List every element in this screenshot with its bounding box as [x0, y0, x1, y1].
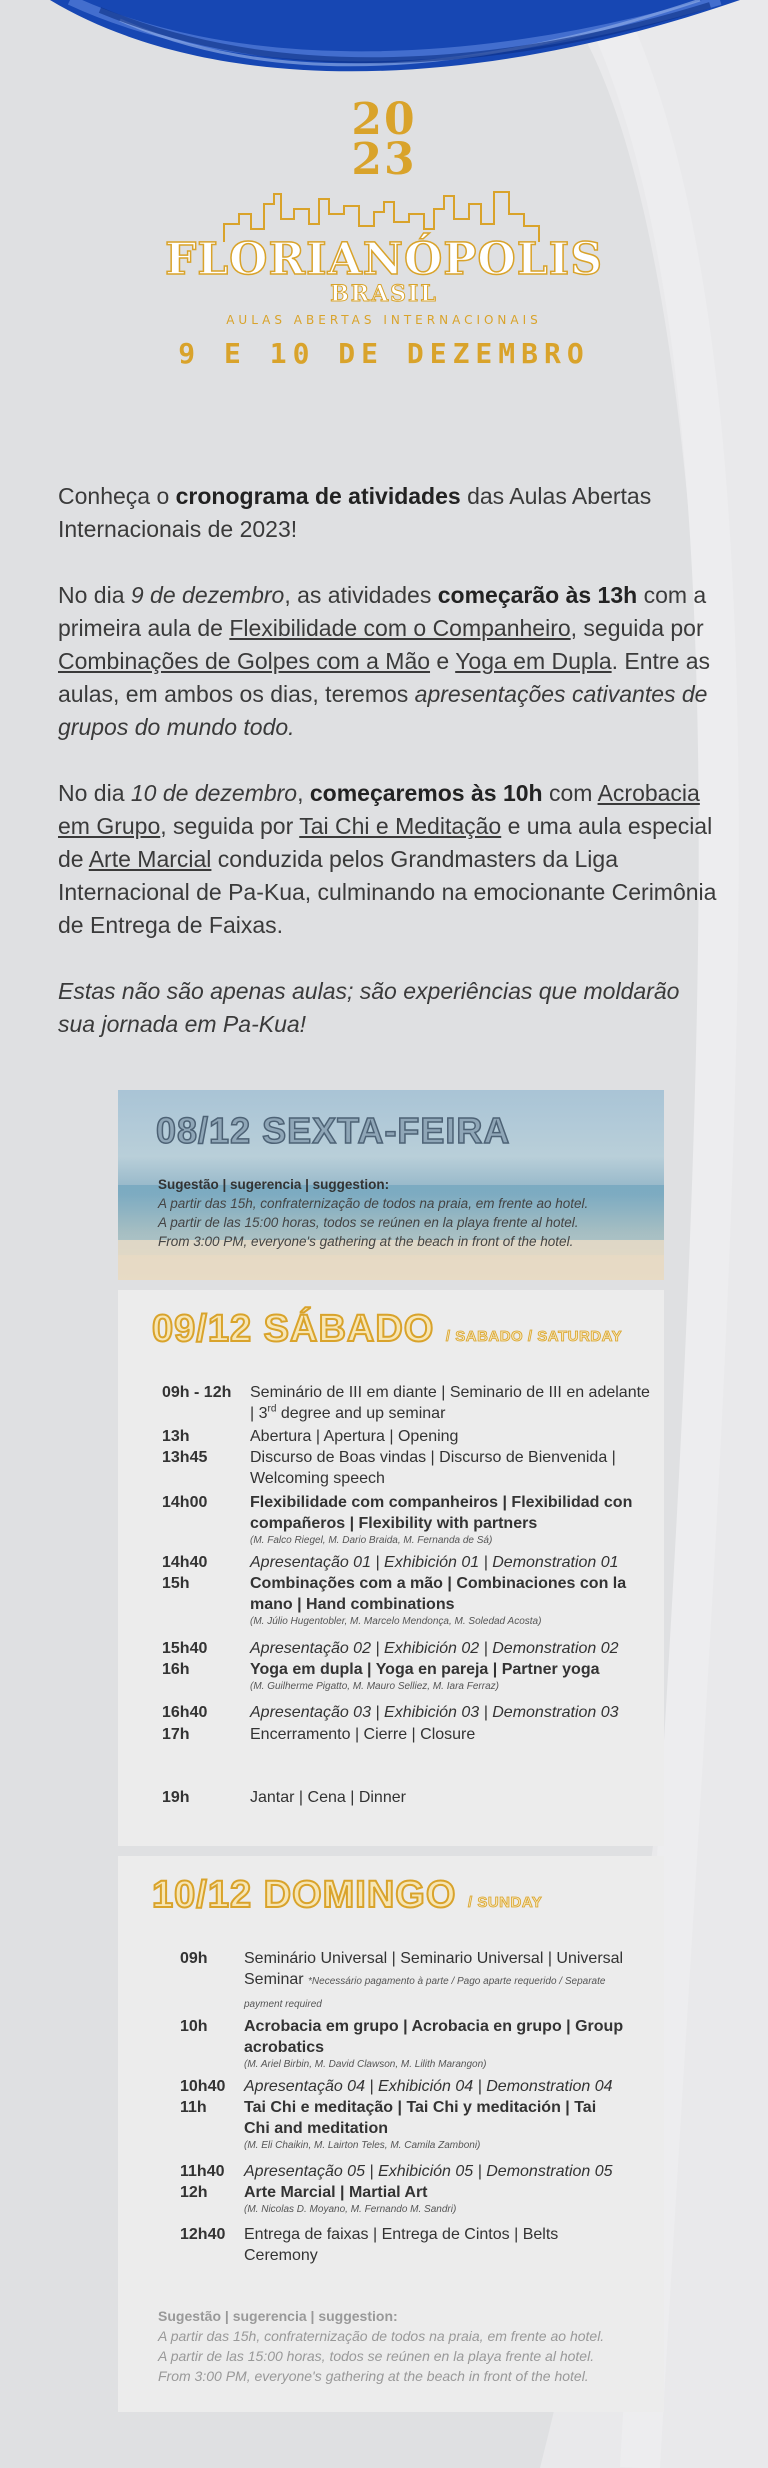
sunday-title — [152, 1874, 542, 1917]
intro-text-span: conduzida pelos Grandmasters da Liga Internacional de Pa-Kua, culminando na emocionante Cerimônia de Entrega de Faixas. — [58, 846, 717, 938]
saturday-title-sub: / SABADO / SATURDAY — [445, 1328, 623, 1345]
schedule-desc-part: degree and up seminar — [276, 1405, 446, 1422]
logo-year — [0, 94, 768, 185]
intro-emphasis: começarão às 13h — [437, 582, 638, 608]
intro-paragraph-1 — [58, 480, 718, 546]
schedule-desc: Apresentação 05 | Exhibición 05 | Demonstration 05 — [244, 2163, 613, 2180]
schedule-time: 13h45 — [162, 1449, 208, 1466]
schedule-time: 14h00 — [162, 1494, 208, 1511]
intro-paragraph-2 — [58, 579, 718, 744]
logo-year-top: 20 — [351, 94, 417, 145]
intro-text-span: com — [542, 780, 598, 806]
suggestion-heading: Sugestão | sugerencia | suggestion: — [158, 2308, 398, 2324]
schedule-desc-text: Tai Chi e meditação | Tai Chi y meditación | Tai Chi and meditation — [244, 2099, 597, 2137]
schedule-time: 12h40 — [180, 2226, 226, 2243]
intro-text-span: Conheça o — [58, 483, 176, 509]
schedule-time: 15h — [162, 1575, 190, 1592]
schedule-time: 15h40 — [162, 1640, 208, 1657]
logo-year-bottom: 23 — [351, 134, 417, 185]
intro-text-span: No dia — [58, 780, 131, 806]
intro-text-span: , as atividades — [284, 582, 438, 608]
schedule-desc — [244, 2016, 624, 2072]
intro-paragraph-3 — [58, 777, 718, 942]
schedule-desc — [244, 1948, 624, 2015]
schedule-desc-text: Seminário Universal | Seminario Universal | Universal Seminar — [244, 1950, 624, 1988]
event-logo — [0, 94, 768, 370]
friday-title: 08/12 SEXTA-FEIRA — [156, 1110, 511, 1151]
schedule-desc-text: Acrobacia em grupo | Acrobacia en grupo | Group acrobatics — [244, 2018, 624, 2056]
intro-text-span: . Entre as aulas, em ambos os dias, teremos — [58, 648, 711, 707]
logo-country: BRASIL — [330, 281, 438, 307]
saturday-card — [118, 1290, 664, 1846]
saturday-title — [152, 1308, 622, 1351]
schedule-desc-text: Arte Marcial | Martial Art — [244, 2184, 428, 2201]
class-flexibility-link: Flexibilidade com o Companheiro — [229, 615, 571, 641]
sunday-title-sub: / SUNDAY — [467, 1894, 543, 1911]
friday-card — [118, 1090, 664, 1280]
class-yoga-link: Yoga em Dupla — [455, 648, 612, 674]
intro-text-span: , seguida por — [570, 615, 704, 641]
schedule-time: 10h — [180, 2018, 208, 2035]
schedule-time: 16h — [162, 1661, 190, 1678]
class-taichi-link: Tai Chi e Meditação — [299, 813, 502, 839]
suggestion-pt: A partir das 15h, confraternização de todos na praia, em frente ao hotel. — [158, 2328, 605, 2344]
schedule-desc-text: Yoga em dupla | Yoga en pareja | Partner yoga — [250, 1661, 600, 1678]
class-combinations-link: Combinações de Golpes com a Mão — [58, 648, 431, 674]
schedule-time: 09h — [180, 1950, 208, 1967]
schedule-time: 11h40 — [180, 2163, 225, 2180]
intro-date: 10 de dezembro — [130, 780, 298, 806]
intro-emphasis: começaremos às 10h — [309, 780, 543, 806]
instructors-note: (M. Falco Riegel, M. Dario Braida, M. Fernanda de Sá) — [250, 1535, 493, 1546]
instructors-note: (M. Júlio Hugentobler, M. Marcelo Mendonça, M. Soledad Acosta) — [250, 1616, 542, 1627]
intro-italic: apresentações cativantes de grupos do mundo todo. — [58, 681, 708, 740]
logo-subtitle: AULAS ABERTAS INTERNACIONAIS — [226, 313, 542, 327]
intro-paragraph-4 — [58, 975, 718, 1041]
schedule-desc: Apresentação 02 | Exhibición 02 | Demonstration 02 — [250, 1640, 619, 1657]
intro-text — [58, 480, 718, 1074]
payment-note: *Necessário pagamento à parte / Pago aparte requerido / Separate payment required — [244, 1976, 606, 2010]
schedule-desc: Apresentação 01 | Exhibición 01 | Demonstration 01 — [250, 1554, 619, 1571]
schedule-desc: Encerramento | Cierre | Closure — [250, 1726, 476, 1743]
suggestion-es: A partir de las 15:00 horas, todos se reúnen en la playa frente al hotel. — [158, 2348, 595, 2364]
schedule-time: 12h — [180, 2184, 208, 2201]
schedule-time: 16h40 — [162, 1704, 208, 1721]
sunday-title-main: 10/12 DOMINGO — [152, 1874, 457, 1916]
schedule-desc — [250, 1573, 650, 1629]
friday-suggestion — [158, 1175, 638, 1251]
instructors-note: (M. Ariel Birbin, M. David Clawson, M. Lilith Marangon) — [244, 2059, 487, 2070]
schedule-desc — [250, 1659, 650, 1694]
schedule-desc-sup: rd — [267, 1403, 277, 1415]
schedule-desc-text: Flexibilidade com companheiros | Flexibilidad con compañeros | Flexibility with partners — [250, 1494, 633, 1532]
suggestion-pt: A partir das 15h, confraternização de todos na praia, em frente ao hotel. — [158, 1196, 589, 1211]
logo-city: FLORIANÓPOLIS — [164, 234, 604, 285]
schedule-desc — [250, 1382, 650, 1424]
schedule-desc: Jantar | Cena | Dinner — [250, 1789, 406, 1806]
intro-closing: Estas não são apenas aulas; são experiências que moldarão sua jornada em Pa-Kua! — [58, 978, 680, 1037]
schedule-desc — [244, 2182, 624, 2217]
schedule-desc: Discurso de Boas vindas | Discurso de Bienvenida | Welcoming speech — [250, 1449, 616, 1487]
schedule-time: 17h — [162, 1726, 190, 1743]
intro-emphasis: cronograma de atividades — [175, 483, 461, 509]
sunday-card — [118, 1856, 664, 2412]
intro-text-span: e — [430, 648, 456, 674]
intro-text-span: , seguida por — [160, 813, 300, 839]
class-acrobatics-link: Acrobacia em Grupo — [58, 780, 700, 839]
intro-text-span: com a primeira aula de — [58, 582, 707, 641]
schedule-desc — [250, 1492, 650, 1548]
schedule-time: 11h — [180, 2099, 207, 2116]
schedule-time: 14h40 — [162, 1554, 208, 1571]
schedule-desc: Apresentação 04 | Exhibición 04 | Demonstration 04 — [244, 2078, 613, 2095]
schedule-time: 10h40 — [180, 2078, 226, 2095]
schedule-time: 13h — [162, 1428, 190, 1445]
schedule-desc-text: Combinações com a mão | Combinaciones con la mano | Hand combinations — [250, 1575, 627, 1613]
suggestion-es: A partir de las 15:00 horas, todos se reúnen en la playa frente al hotel. — [158, 1215, 579, 1230]
intro-text-span: No dia — [58, 582, 131, 608]
schedule-time: 19h — [162, 1789, 190, 1806]
instructors-note: (M. Guilherme Pigatto, M. Mauro Selliez, M. Iara Ferraz) — [250, 1681, 499, 1692]
schedule-desc: Entrega de faixas | Entrega de Cintos | Belts Ceremony — [244, 2226, 559, 2264]
instructors-note: (M. Nicolas D. Moyano, M. Fernando M. Sandri) — [244, 2204, 457, 2215]
event-dates: 9 E 10 DE DEZEMBRO — [178, 337, 590, 370]
sunday-suggestion — [158, 2306, 638, 2386]
instructors-note: (M. Eli Chaikin, M. Lairton Teles, M. Camila Zamboni) — [244, 2140, 481, 2151]
schedule-desc — [244, 2097, 624, 2153]
intro-date: 9 de dezembro — [130, 582, 285, 608]
schedule-time: 09h - 12h — [162, 1384, 232, 1401]
intro-text-span: , — [297, 780, 310, 806]
class-martial-art-link: Arte Marcial — [88, 846, 212, 872]
schedule-desc: Apresentação 03 | Exhibición 03 | Demonstration 03 — [250, 1704, 619, 1721]
intro-text-span: e uma aula especial de — [58, 813, 713, 872]
schedule-desc: Abertura | Apertura | Opening — [250, 1428, 459, 1445]
suggestion-en: From 3:00 PM, everyone's gathering at the beach in front of the hotel. — [158, 1234, 574, 1249]
suggestion-heading: Sugestão | sugerencia | suggestion: — [158, 1177, 390, 1192]
saturday-title-main: 09/12 SÁBADO — [152, 1308, 435, 1350]
suggestion-en: From 3:00 PM, everyone's gathering at the beach in front of the hotel. — [158, 2368, 589, 2384]
schedule-desc-part: Seminário de III em diante | Seminario de III en adelante | 3 — [250, 1384, 650, 1422]
intro-text-span: das Aulas Abertas Internacionais de 2023! — [58, 483, 652, 542]
